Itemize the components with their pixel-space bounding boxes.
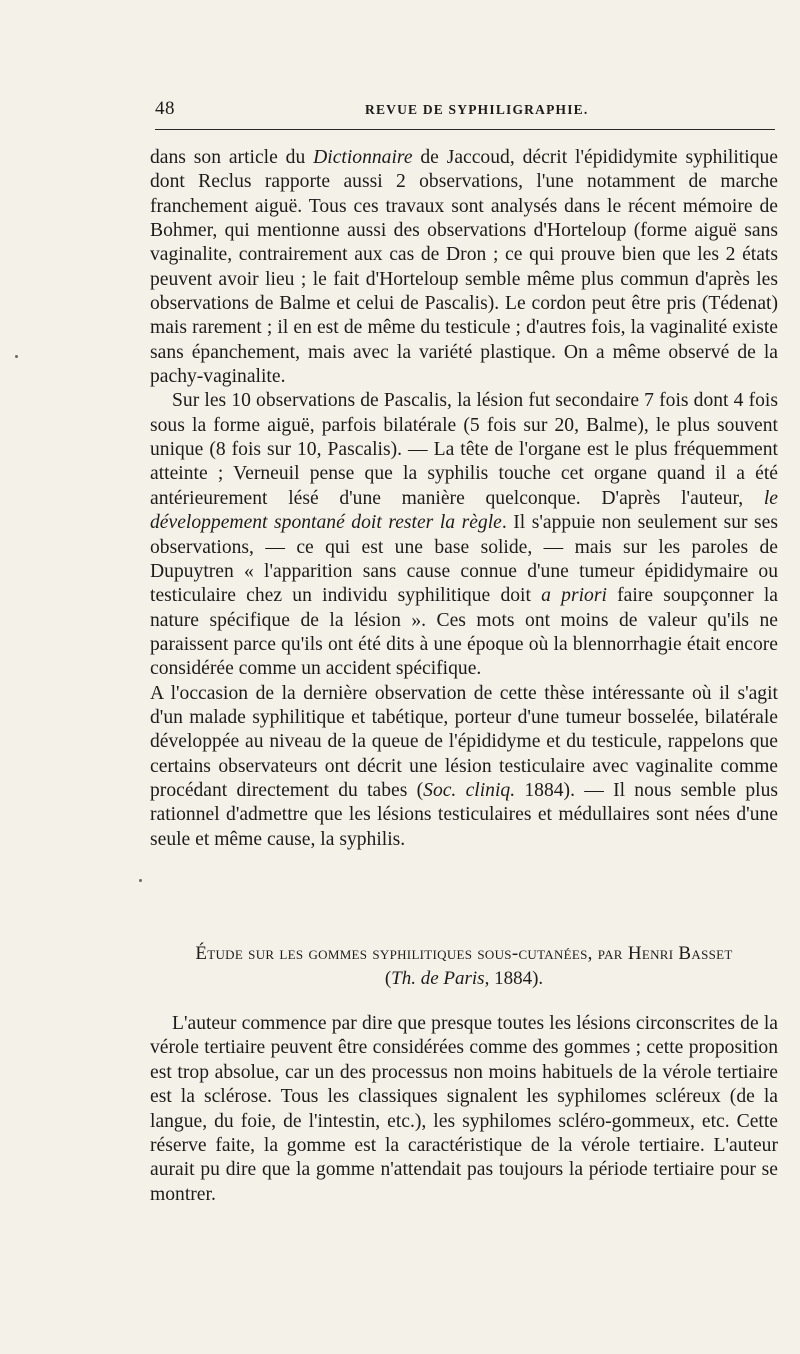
italic-term: Dictionnaire (313, 147, 413, 168)
paragraph-text: dans son article du (150, 147, 314, 168)
citation-text: , 1884). (484, 968, 544, 989)
citation-text: ( (384, 968, 392, 989)
paragraph-tabes (150, 682, 778, 852)
paragraph-text: de Jaccoud, décrit l'épididymite syphilitique dont Reclus rapporte aussi 2 observations, l'une notamment de marche franchement aiguë. Tous ces travaux sont analysés dans le récent mémoire de Bohmer, qui mentionne aussi des observations d'Horteloup (forme aiguë sans vaginalite, contrairement aux cas de Dron ; ce qui prouve bien que les 2 états peuvent avoir lieu ; le fait d'Horteloup semble même plus commun d'après les observations de Balme et celui de Pascalis). Le cordon peut être pris (Tédenat) mais rarement ; il en est de même du testicule ; d'autres fois, la vaginalité existe sans épanchement, mais avec la variété plastique. On a même observé de la pachy-vaginalite. (150, 147, 778, 388)
review-paragraph: L'auteur commence par dire que presque toutes les lésions circonscrites de la vérole tertiaire peuvent être considérées comme des gommes ; cette proposition est trop absolue, car un des processus non moins habituels de la vérole tertiaire est la sclérose. Tous les classiques signalent les syphilomes scléreux (de la langue, du foie, de l'intestin, etc.), les syphilomes scléro-gommeux, etc. Cette réserve faite, la gomme est la caractéristique de la vérole tertiaire. L'auteur aurait pu dire que la gomme n'attendait pas toujours la période tertiaire pour se montrer. (150, 1013, 778, 1205)
paragraph-epididymite (150, 146, 778, 389)
header-rule (155, 129, 775, 130)
paragraph-text: 1884). — Il nous semble plus rationnel d'admettre que les lésions testiculaires et médullaires sont nées d'une seule et même cause, la syphilis. (150, 779, 778, 850)
review-body (150, 1012, 778, 1207)
review-heading (150, 941, 778, 991)
review-title: Étude sur les gommes syphilitiques sous-cutanées, par Henri Basset (195, 943, 733, 964)
citation-source: Th. de Paris (391, 968, 485, 989)
paper-speck (15, 355, 18, 358)
paragraph-text: A l'occasion de la dernière observation de cette thèse intéressante où il s'agit d'un malade syphilitique et tabétique, porteur d'une tumeur bosselée, bilatérale développée au niveau de la queue de l'épididyme et du testicule, rappelons que certains observateurs ont décrit une lésion testiculaire avec vaginalite comme procédant directement du tabes ( (150, 682, 778, 801)
paper-speck (139, 879, 142, 882)
article-continuation (150, 146, 778, 852)
running-head (155, 98, 775, 124)
italic-term: a priori (541, 585, 607, 607)
italic-term: Soc. cliniq. (423, 779, 516, 801)
paragraph-text: Sur les 10 observations de Pascalis, la lésion fut secondaire 7 fois dont 4 fois sous la forme aiguë, parfois bilatérale (5 fois sur 20, Balme), le plus souvent unique (8 fois sur 10, Pascalis). — La tête de l'organe est le plus fréquemment atteinte ; Verneuil pense que la syphilis touche cet organe quand il a été antérieurement lésé d'une manière quelconque. D'après l'auteur, (150, 390, 778, 509)
paragraph-text: . Il s'appuie non seulement sur ses observations, — ce qui est une base solide, — mais sur les paroles de Dupuytren « l'apparition sans cause connue d'une tumeur épididymaire ou testiculaire chez un individu syphilitique doit (150, 512, 778, 607)
paragraph-text: faire soupçonner la nature spécifique de la lésion ». Ces mots ont moins de valeur qu'ils ne paraissent parce qu'ils ont été dits à une époque où la blennorrhagie était encore considérée comme un accident spécifique. (150, 585, 778, 680)
page-number: 48 (155, 98, 175, 119)
italic-term: le développement spontané doit rester la règle (150, 487, 778, 534)
review-citation (150, 966, 778, 991)
journal-title: REVUE DE SYPHILIGRAPHIE. (365, 102, 589, 117)
paragraph-pascalis (150, 389, 778, 681)
